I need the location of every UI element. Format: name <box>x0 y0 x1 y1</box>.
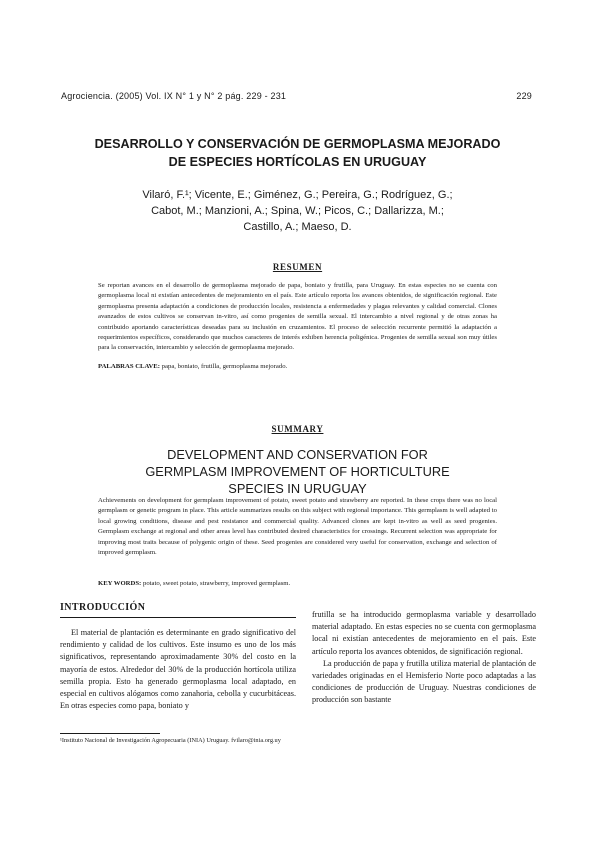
journal-citation: Agrociencia. (2005) Vol. IX N° 1 y N° 2 pág. 229 - 231 <box>61 91 287 101</box>
author-list <box>96 187 499 235</box>
intro-heading-rule <box>60 617 296 618</box>
resumen-text: Se reportan avances en el desarrollo de germoplasma mejorado de papa, boniato y frutilla, para Uruguay. En estas especies no se cuenta con germoplasma local ni existían antecedentes de mejoramiento en el país. Este artículo reporta los avances obtenidos, de significación regional. Este germoplasma presenta adaptación a condiciones de producción locales, resistencia a enfermedades y plagas relevantes y calidad comercial. Clones avanzados de estos cultivos se conservan in-vitro, así como progenies de semilla sexual. El intercambio a nivel regional y de otras zonas ha contribuido aportando características deseadas para su inclusión en cruzamientos. El proceso de selección recurrente permitió la adaptación a requerimientos específicos, considerando que muchos caracteres de interés exhiben herencia poligénica. Progenies de semilla sexual son muy útiles para la conservación, intercambio y selección de germoplasma mejorado. <box>98 282 497 352</box>
english-title <box>60 446 535 497</box>
intro-paragraph-1: El material de plantación es determinante en grado significativo del rendimiento y calidad de los cultivos. Este insumo es uno de los más significativos, representando aproximadamente 30% del costo en la mayoría de estos. Alrededor del 30% de la producción hortícola utiliza semilla propia. Esto ha generado germoplasma local adaptado, en especial en cultivos alógamos como zanahoria, cebolla y cucurbitáceas. En otras especies como papa, boniato y <box>60 628 296 711</box>
authors-line-1: Vilaró, F.¹; Vicente, E.; Giménez, G.; Pereira, G.; Rodríguez, G.; <box>142 189 453 201</box>
intro-heading: INTRODUCCIÓN <box>60 602 146 613</box>
intro-right-column <box>312 609 536 707</box>
page-number: 229 <box>516 91 532 101</box>
summary-keywords <box>98 579 497 589</box>
intro-left-column <box>60 627 296 712</box>
authors-line-2: Cabot, M.; Manzioni, A.; Spina, W.; Picos, C.; Dallarizza, M.; <box>151 205 444 217</box>
intro-paragraph-2: frutilla se ha introducido germoplasma variable y desarrollado material adaptado. En estas especies no se cuenta con germoplasma local ni existían antecedentes de mejoramiento en el país. Este artículo reporta los avances obtenidos, de significación regional. <box>312 610 536 656</box>
resumen-heading: RESUMEN <box>272 262 323 272</box>
summary-text: Achievements on development for germplasm improvement of potato, sweet potato and strawberry are reported. In these crops there was no local germplasm or genetic program in place. This article summarizes results on this subject with regional importance. This germplasm is well adapted to local growing conditions, disease and pest resistance and commercial quality. Advanced clones are kept in-vitro as well as seed progenies. Germplasm exchange at regional and other areas level has contributed desired characteristics for crossings. Recurrent selection was appropriate for improving most traits because of polygenic origin of these. Seed progenies are considered very useful for conservation, exchange and selection of improved germplasm. <box>98 497 497 557</box>
footnote-rule <box>60 733 160 734</box>
title-line-1: DESARROLLO Y CONSERVACIÓN DE GERMOPLASMA MEJORADO <box>94 137 501 151</box>
summary-heading: SUMMARY <box>271 424 324 434</box>
intro-paragraph-3: La producción de papa y frutilla utiliza material de plantación de variedades originadas en el Hemisferio Norte poco adaptadas a las condiciones de producción de Uruguay. Nuestras condiciones de producción son bastante <box>312 658 536 705</box>
summary-abstract <box>98 496 497 558</box>
keywords-label-en: KEY WORDS: <box>98 580 142 587</box>
english-title-line-3: SPECIES IN URUGUAY <box>228 481 367 496</box>
english-title-line-2: GERMPLASM IMPROVEMENT OF HORTICULTURE <box>145 464 450 479</box>
english-title-line-1: DEVELOPMENT AND CONSERVATION FOR <box>167 447 428 462</box>
keywords-text: papa, boniato, frutilla, germoplasma mejorado. <box>160 363 288 370</box>
keywords-label: PALABRAS CLAVE: <box>98 363 160 370</box>
title-line-2: DE ESPECIES HORTÍCOLAS EN URUGUAY <box>168 155 427 169</box>
authors-line-3: Castillo, A.; Maeso, D. <box>243 221 352 233</box>
paper-title <box>40 135 555 171</box>
footnote: ¹Instituto Nacional de Investigación Agropecuaria (INIA) Uruguay. fvilaro@inia.org.uy <box>60 737 281 744</box>
keywords-text-en: potato, sweet potato, strawberry, improved germplasm. <box>141 580 291 587</box>
resumen-keywords <box>98 362 497 372</box>
resumen-abstract <box>98 281 497 354</box>
